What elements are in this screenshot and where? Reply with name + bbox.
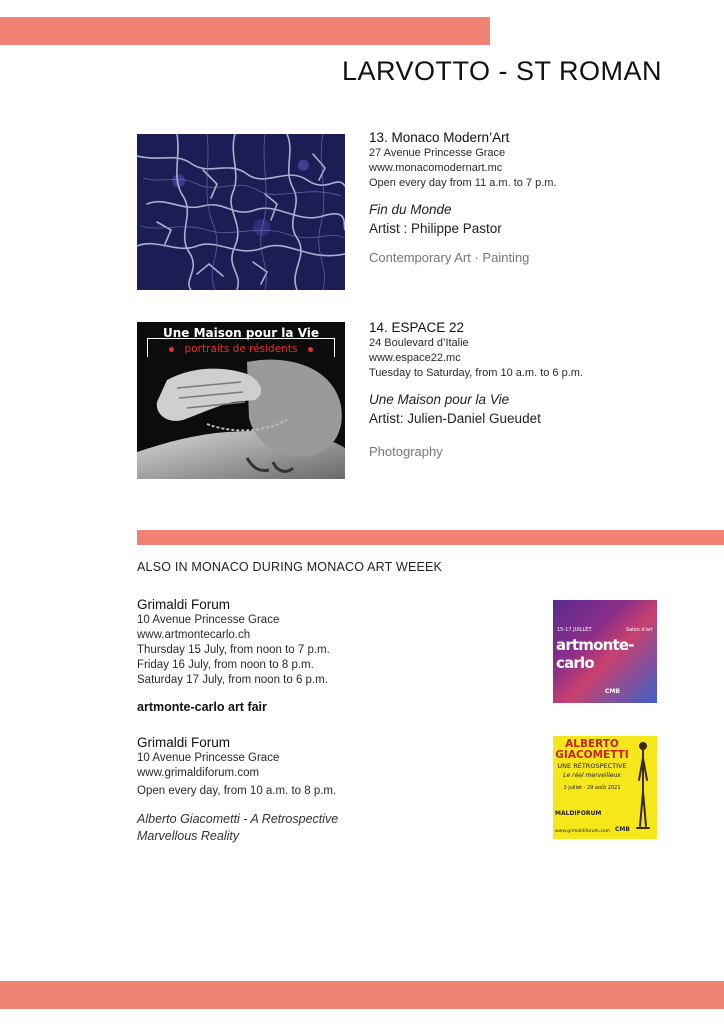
category-label: Contemporary Art · Painting bbox=[369, 250, 530, 265]
also-in-monaco-heading: ALSO IN MONACO DURING MONACO ART WEEEK bbox=[137, 560, 443, 574]
exhibition-subtitle: Marvellous Reality bbox=[137, 829, 240, 843]
poster-dates: 3 juillet - 29 août 2021 bbox=[563, 785, 621, 791]
poster-title-line1: ALBERTO bbox=[565, 738, 619, 750]
poster-subtitle: UNE RÉTROSPECTIVE bbox=[557, 762, 627, 770]
category-label: Photography bbox=[369, 444, 443, 459]
venue-address: 10 Avenue Princesse Grace bbox=[137, 752, 280, 764]
venue-website-link[interactable]: www.monacomodernart.mc bbox=[369, 162, 503, 174]
venue-address: 10 Avenue Princesse Grace bbox=[137, 614, 280, 626]
poster-tagline: Salon d'art bbox=[625, 627, 653, 633]
venue-address: 24 Boulevard d’Italie bbox=[369, 337, 469, 349]
poster-sponsor: CMB bbox=[605, 688, 620, 695]
exhibition-title: Une Maison pour la Vie bbox=[369, 392, 510, 407]
venue-hours-thursday: Thursday 15 July, from noon to 7 p.m. bbox=[137, 644, 330, 656]
venue-entry-13 bbox=[369, 130, 699, 265]
poster-subtitle-italic: Le réel merveilleux bbox=[563, 772, 621, 779]
artwork-image-fin-du-monde bbox=[137, 134, 345, 290]
exhibition-title: Alberto Giacometti - A Retrospective bbox=[137, 812, 339, 826]
venue-entry-14 bbox=[369, 320, 699, 459]
venue-name: Grimaldi Forum bbox=[137, 597, 231, 612]
artmonte-carlo-logo: artmonte-carlo bbox=[556, 636, 634, 672]
also-entry-artmonte-carlo bbox=[137, 597, 497, 714]
venue-website-link[interactable]: www.grimaldiforum.com bbox=[137, 767, 260, 779]
poster-dot-right bbox=[308, 347, 313, 352]
section-divider-bar bbox=[137, 530, 724, 545]
also-entry-giacometti bbox=[137, 735, 497, 845]
event-name: artmonte-carlo art fair bbox=[137, 700, 267, 714]
artmonte-carlo-poster-image bbox=[553, 600, 657, 703]
poster-subtitle: portraits de résidents bbox=[184, 343, 298, 355]
venue-hours: Tuesday to Saturday, from 10 a.m. to 6 p.m. bbox=[369, 367, 583, 379]
artist-name: Artist : Philippe Pastor bbox=[369, 221, 502, 236]
bottom-accent-bar bbox=[0, 981, 724, 1009]
artist-name: Artist: Julien-Daniel Gueudet bbox=[369, 411, 541, 426]
page-title: LARVOTTO - ST ROMAN bbox=[342, 56, 663, 86]
venue-name: Grimaldi Forum bbox=[137, 735, 231, 750]
exhibition-title: Fin du Monde bbox=[369, 202, 452, 217]
cracked-texture-graphic bbox=[137, 134, 345, 290]
poster-sponsor: CMB bbox=[615, 826, 630, 833]
poster-dates: 15-17 JUILLET bbox=[557, 627, 592, 633]
venue-hours-friday: Friday 16 July, from noon to 8 p.m. bbox=[137, 659, 314, 671]
top-accent-bar bbox=[0, 17, 490, 45]
venue-website-link[interactable]: www.artmontecarlo.ch bbox=[137, 629, 251, 641]
poster-venue: MALDIFORUM bbox=[555, 810, 602, 817]
venue-name: 13. Monaco Modern’Art bbox=[369, 130, 510, 145]
giacometti-poster-image bbox=[553, 736, 657, 839]
venue-address: 27 Avenue Princesse Grace bbox=[369, 147, 506, 159]
poster-topline bbox=[557, 627, 653, 633]
sculpture-figure-icon bbox=[633, 740, 653, 830]
venue-website-link[interactable]: www.espace22.mc bbox=[369, 352, 461, 364]
venue-hours-saturday: Saturday 17 July, from noon to 6 p.m. bbox=[137, 674, 328, 686]
artwork-image-une-maison-pour-la-vie bbox=[137, 322, 345, 479]
venue-hours: Open every day, from 10 a.m. to 8 p.m. bbox=[137, 785, 337, 797]
venue-name: 14. ESPACE 22 bbox=[369, 320, 465, 335]
poster-title bbox=[553, 739, 631, 761]
venue-hours: Open every day from 11 a.m. to 7 p.m. bbox=[369, 177, 557, 189]
poster-website: www.grimaldiforum.com bbox=[555, 829, 610, 834]
poster-title: Une Maison pour la Vie bbox=[162, 326, 320, 340]
poster-title-line2: GIACOMETTI bbox=[555, 749, 629, 761]
